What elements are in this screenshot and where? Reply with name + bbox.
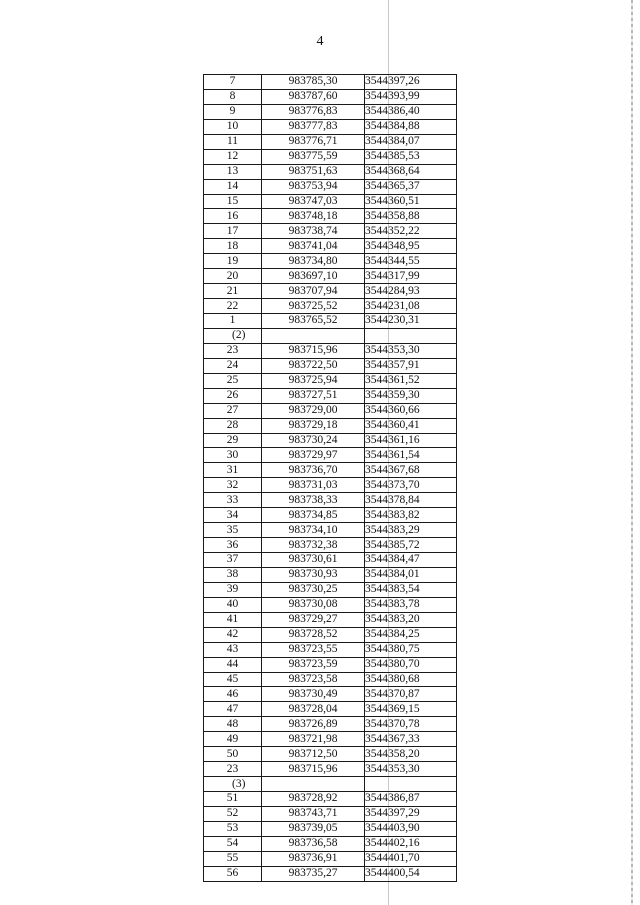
point-number-cell: 48 (204, 717, 262, 732)
x-coordinate-cell: 983738,74 (262, 224, 365, 239)
contour-header-row (204, 328, 457, 343)
table-row (204, 612, 457, 627)
x-coordinate-cell: 983751,63 (262, 164, 365, 179)
y-coordinate-cell: 3544403,90 (365, 821, 457, 836)
point-number-cell: (3) (204, 777, 262, 792)
x-coordinate-cell: 983741,04 (262, 239, 365, 254)
table-row (204, 717, 457, 732)
x-coordinate-cell: 983734,80 (262, 254, 365, 269)
table-row (204, 538, 457, 553)
point-number-cell: 18 (204, 239, 262, 254)
table-row (204, 642, 457, 657)
y-coordinate-cell: 3544367,68 (365, 463, 457, 478)
x-coordinate-cell: 983747,03 (262, 194, 365, 209)
table-row (204, 164, 457, 179)
x-coordinate-cell: 983728,04 (262, 702, 365, 717)
point-number-cell: 28 (204, 418, 262, 433)
x-coordinate-cell: 983721,98 (262, 732, 365, 747)
coordinates-table (203, 74, 457, 882)
table-row (204, 194, 457, 209)
point-number-cell: 41 (204, 612, 262, 627)
page-number: 4 (316, 34, 324, 49)
table-row (204, 553, 457, 568)
point-number-cell: 33 (204, 493, 262, 508)
x-coordinate-cell: 983729,27 (262, 612, 365, 627)
y-coordinate-cell: 3544384,07 (365, 134, 457, 149)
table-row (204, 209, 457, 224)
point-number-cell: 13 (204, 164, 262, 179)
y-coordinate-cell: 3544365,37 (365, 179, 457, 194)
y-coordinate-cell: 3544358,20 (365, 747, 457, 762)
x-coordinate-cell: 983732,38 (262, 538, 365, 553)
table-row (204, 687, 457, 702)
table-row (204, 239, 457, 254)
table-row (204, 836, 457, 851)
point-number-cell: 39 (204, 582, 262, 597)
table-row (204, 254, 457, 269)
x-coordinate-cell: 983729,18 (262, 418, 365, 433)
x-coordinate-cell: 983776,83 (262, 104, 365, 119)
table-row (204, 403, 457, 418)
y-coordinate-cell: 3544284,93 (365, 284, 457, 299)
x-coordinate-cell: 983728,92 (262, 792, 365, 807)
y-coordinate-cell: 3544397,26 (365, 75, 457, 90)
y-coordinate-cell: 3544231,08 (365, 299, 457, 314)
x-coordinate-cell: 983712,50 (262, 747, 365, 762)
point-number-cell: 44 (204, 657, 262, 672)
point-number-cell: 52 (204, 806, 262, 821)
table-row (204, 762, 457, 777)
x-coordinate-cell: 983730,08 (262, 597, 365, 612)
y-coordinate-cell: 3544361,16 (365, 433, 457, 448)
x-coordinate-cell: 983723,58 (262, 672, 365, 687)
y-coordinate-cell: 3544384,47 (365, 553, 457, 568)
table-row (204, 567, 457, 582)
x-coordinate-cell: 983777,83 (262, 119, 365, 134)
y-coordinate-cell: 3544367,33 (365, 732, 457, 747)
y-coordinate-cell: 3544370,87 (365, 687, 457, 702)
x-coordinate-cell: 983729,00 (262, 403, 365, 418)
point-number-cell: 49 (204, 732, 262, 747)
y-coordinate-cell: 3544384,25 (365, 627, 457, 642)
y-coordinate-cell: 3544353,30 (365, 343, 457, 358)
x-coordinate-cell: 983731,03 (262, 478, 365, 493)
x-coordinate-cell: 983736,70 (262, 463, 365, 478)
point-number-cell: (2) (204, 328, 262, 343)
x-coordinate-cell: 983734,10 (262, 523, 365, 538)
point-number-cell: 46 (204, 687, 262, 702)
point-number-cell: 42 (204, 627, 262, 642)
point-number-cell: 45 (204, 672, 262, 687)
point-number-cell: 16 (204, 209, 262, 224)
x-coordinate-cell: 983738,33 (262, 493, 365, 508)
point-number-cell: 26 (204, 388, 262, 403)
table-row (204, 582, 457, 597)
x-coordinate-cell: 983723,55 (262, 642, 365, 657)
y-coordinate-cell: 3544386,87 (365, 792, 457, 807)
y-coordinate-cell: 3544384,88 (365, 119, 457, 134)
y-coordinate-cell: 3544360,66 (365, 403, 457, 418)
point-number-cell: 20 (204, 269, 262, 284)
x-coordinate-cell: 983727,51 (262, 388, 365, 403)
y-coordinate-cell: 3544393,99 (365, 89, 457, 104)
table-row (204, 627, 457, 642)
table-row (204, 806, 457, 821)
x-coordinate-cell: 983725,52 (262, 299, 365, 314)
table-row (204, 89, 457, 104)
table-row (204, 508, 457, 523)
point-number-cell: 43 (204, 642, 262, 657)
y-coordinate-cell: 3544348,95 (365, 239, 457, 254)
x-coordinate-cell: 983725,94 (262, 373, 365, 388)
x-coordinate-cell: 983715,96 (262, 762, 365, 777)
x-coordinate-cell: 983748,18 (262, 209, 365, 224)
x-coordinate-cell (262, 328, 365, 343)
y-coordinate-cell: 3544378,84 (365, 493, 457, 508)
point-number-cell: 1 (204, 314, 262, 329)
point-number-cell: 19 (204, 254, 262, 269)
table-row (204, 358, 457, 373)
table-row (204, 284, 457, 299)
x-coordinate-cell: 983787,60 (262, 89, 365, 104)
x-coordinate-cell: 983785,30 (262, 75, 365, 90)
y-coordinate-cell: 3544344,55 (365, 254, 457, 269)
table-row (204, 373, 457, 388)
x-coordinate-cell: 983730,93 (262, 567, 365, 582)
y-coordinate-cell: 3544385,72 (365, 538, 457, 553)
x-coordinate-cell: 983697,10 (262, 269, 365, 284)
point-number-cell: 22 (204, 299, 262, 314)
table-row (204, 269, 457, 284)
x-coordinate-cell: 983722,50 (262, 358, 365, 373)
table-row (204, 732, 457, 747)
y-coordinate-cell: 3544360,41 (365, 418, 457, 433)
y-coordinate-cell: 3544317,99 (365, 269, 457, 284)
y-coordinate-cell (365, 328, 457, 343)
y-coordinate-cell: 3544383,20 (365, 612, 457, 627)
x-coordinate-cell (262, 777, 365, 792)
y-coordinate-cell: 3544359,30 (365, 388, 457, 403)
x-coordinate-cell: 983775,59 (262, 149, 365, 164)
point-number-cell: 35 (204, 523, 262, 538)
point-number-cell: 25 (204, 373, 262, 388)
x-coordinate-cell: 983730,49 (262, 687, 365, 702)
x-coordinate-cell: 983739,05 (262, 821, 365, 836)
point-number-cell: 11 (204, 134, 262, 149)
table-row (204, 597, 457, 612)
table-row (204, 104, 457, 119)
x-coordinate-cell: 983735,27 (262, 866, 365, 881)
table-row (204, 179, 457, 194)
table-row (204, 224, 457, 239)
point-number-cell: 14 (204, 179, 262, 194)
x-coordinate-cell: 983730,25 (262, 582, 365, 597)
table-row (204, 851, 457, 866)
y-coordinate-cell: 3544380,75 (365, 642, 457, 657)
y-coordinate-cell: 3544230,31 (365, 314, 457, 329)
table-row (204, 433, 457, 448)
y-coordinate-cell: 3544400,54 (365, 866, 457, 881)
point-number-cell: 12 (204, 149, 262, 164)
x-coordinate-cell: 983776,71 (262, 134, 365, 149)
y-coordinate-cell: 3544384,01 (365, 567, 457, 582)
y-coordinate-cell: 3544401,70 (365, 851, 457, 866)
point-number-cell: 40 (204, 597, 262, 612)
y-coordinate-cell: 3544386,40 (365, 104, 457, 119)
contour-header-row (204, 777, 457, 792)
y-coordinate-cell: 3544360,51 (365, 194, 457, 209)
table-row (204, 702, 457, 717)
point-number-cell: 32 (204, 478, 262, 493)
x-coordinate-cell: 983743,71 (262, 806, 365, 821)
table-row (204, 657, 457, 672)
y-coordinate-cell: 3544402,16 (365, 836, 457, 851)
y-coordinate-cell: 3544380,70 (365, 657, 457, 672)
table-row (204, 523, 457, 538)
point-number-cell: 38 (204, 567, 262, 582)
y-coordinate-cell: 3544383,78 (365, 597, 457, 612)
table-row (204, 821, 457, 836)
table-row (204, 866, 457, 881)
y-coordinate-cell: 3544358,88 (365, 209, 457, 224)
point-number-cell: 24 (204, 358, 262, 373)
x-coordinate-cell: 983736,58 (262, 836, 365, 851)
table-row (204, 448, 457, 463)
x-coordinate-cell: 983726,89 (262, 717, 365, 732)
x-coordinate-cell: 983730,24 (262, 433, 365, 448)
x-coordinate-cell: 983730,61 (262, 553, 365, 568)
y-coordinate-cell: 3544369,15 (365, 702, 457, 717)
table-row (204, 119, 457, 134)
point-number-cell: 17 (204, 224, 262, 239)
scan-edge-shadow (631, 0, 633, 905)
y-coordinate-cell: 3544353,30 (365, 762, 457, 777)
table-row (204, 314, 457, 329)
point-number-cell: 50 (204, 747, 262, 762)
y-coordinate-cell: 3544357,91 (365, 358, 457, 373)
point-number-cell: 15 (204, 194, 262, 209)
point-number-cell: 31 (204, 463, 262, 478)
x-coordinate-cell: 983729,97 (262, 448, 365, 463)
point-number-cell: 23 (204, 762, 262, 777)
point-number-cell: 54 (204, 836, 262, 851)
y-coordinate-cell: 3544383,29 (365, 523, 457, 538)
table-row (204, 75, 457, 90)
point-number-cell: 23 (204, 343, 262, 358)
y-coordinate-cell: 3544380,68 (365, 672, 457, 687)
x-coordinate-cell: 983728,52 (262, 627, 365, 642)
point-number-cell: 29 (204, 433, 262, 448)
x-coordinate-cell: 983736,91 (262, 851, 365, 866)
y-coordinate-cell: 3544397,29 (365, 806, 457, 821)
point-number-cell: 7 (204, 75, 262, 90)
point-number-cell: 55 (204, 851, 262, 866)
table-row (204, 388, 457, 403)
y-coordinate-cell: 3544373,70 (365, 478, 457, 493)
table-row (204, 792, 457, 807)
y-coordinate-cell: 3544385,53 (365, 149, 457, 164)
y-coordinate-cell: 3544352,22 (365, 224, 457, 239)
x-coordinate-cell: 983723,59 (262, 657, 365, 672)
table-row (204, 418, 457, 433)
point-number-cell: 37 (204, 553, 262, 568)
point-number-cell: 51 (204, 792, 262, 807)
table-row (204, 672, 457, 687)
point-number-cell: 56 (204, 866, 262, 881)
y-coordinate-cell (365, 777, 457, 792)
point-number-cell: 10 (204, 119, 262, 134)
y-coordinate-cell: 3544361,52 (365, 373, 457, 388)
x-coordinate-cell: 983765,52 (262, 314, 365, 329)
table-row (204, 343, 457, 358)
y-coordinate-cell: 3544370,78 (365, 717, 457, 732)
y-coordinate-cell: 3544383,54 (365, 582, 457, 597)
x-coordinate-cell: 983715,96 (262, 343, 365, 358)
table-row (204, 463, 457, 478)
x-coordinate-cell: 983753,94 (262, 179, 365, 194)
y-coordinate-cell: 3544368,64 (365, 164, 457, 179)
x-coordinate-cell: 983734,85 (262, 508, 365, 523)
table-row (204, 299, 457, 314)
point-number-cell: 53 (204, 821, 262, 836)
point-number-cell: 9 (204, 104, 262, 119)
point-number-cell: 47 (204, 702, 262, 717)
table-row (204, 134, 457, 149)
point-number-cell: 36 (204, 538, 262, 553)
table-row (204, 493, 457, 508)
x-coordinate-cell: 983707,94 (262, 284, 365, 299)
point-number-cell: 8 (204, 89, 262, 104)
y-coordinate-cell: 3544361,54 (365, 448, 457, 463)
point-number-cell: 21 (204, 284, 262, 299)
coordinates-table-body (204, 75, 457, 882)
table-row (204, 747, 457, 762)
table-row (204, 478, 457, 493)
table-row (204, 149, 457, 164)
point-number-cell: 30 (204, 448, 262, 463)
point-number-cell: 27 (204, 403, 262, 418)
point-number-cell: 34 (204, 508, 262, 523)
y-coordinate-cell: 3544383,82 (365, 508, 457, 523)
